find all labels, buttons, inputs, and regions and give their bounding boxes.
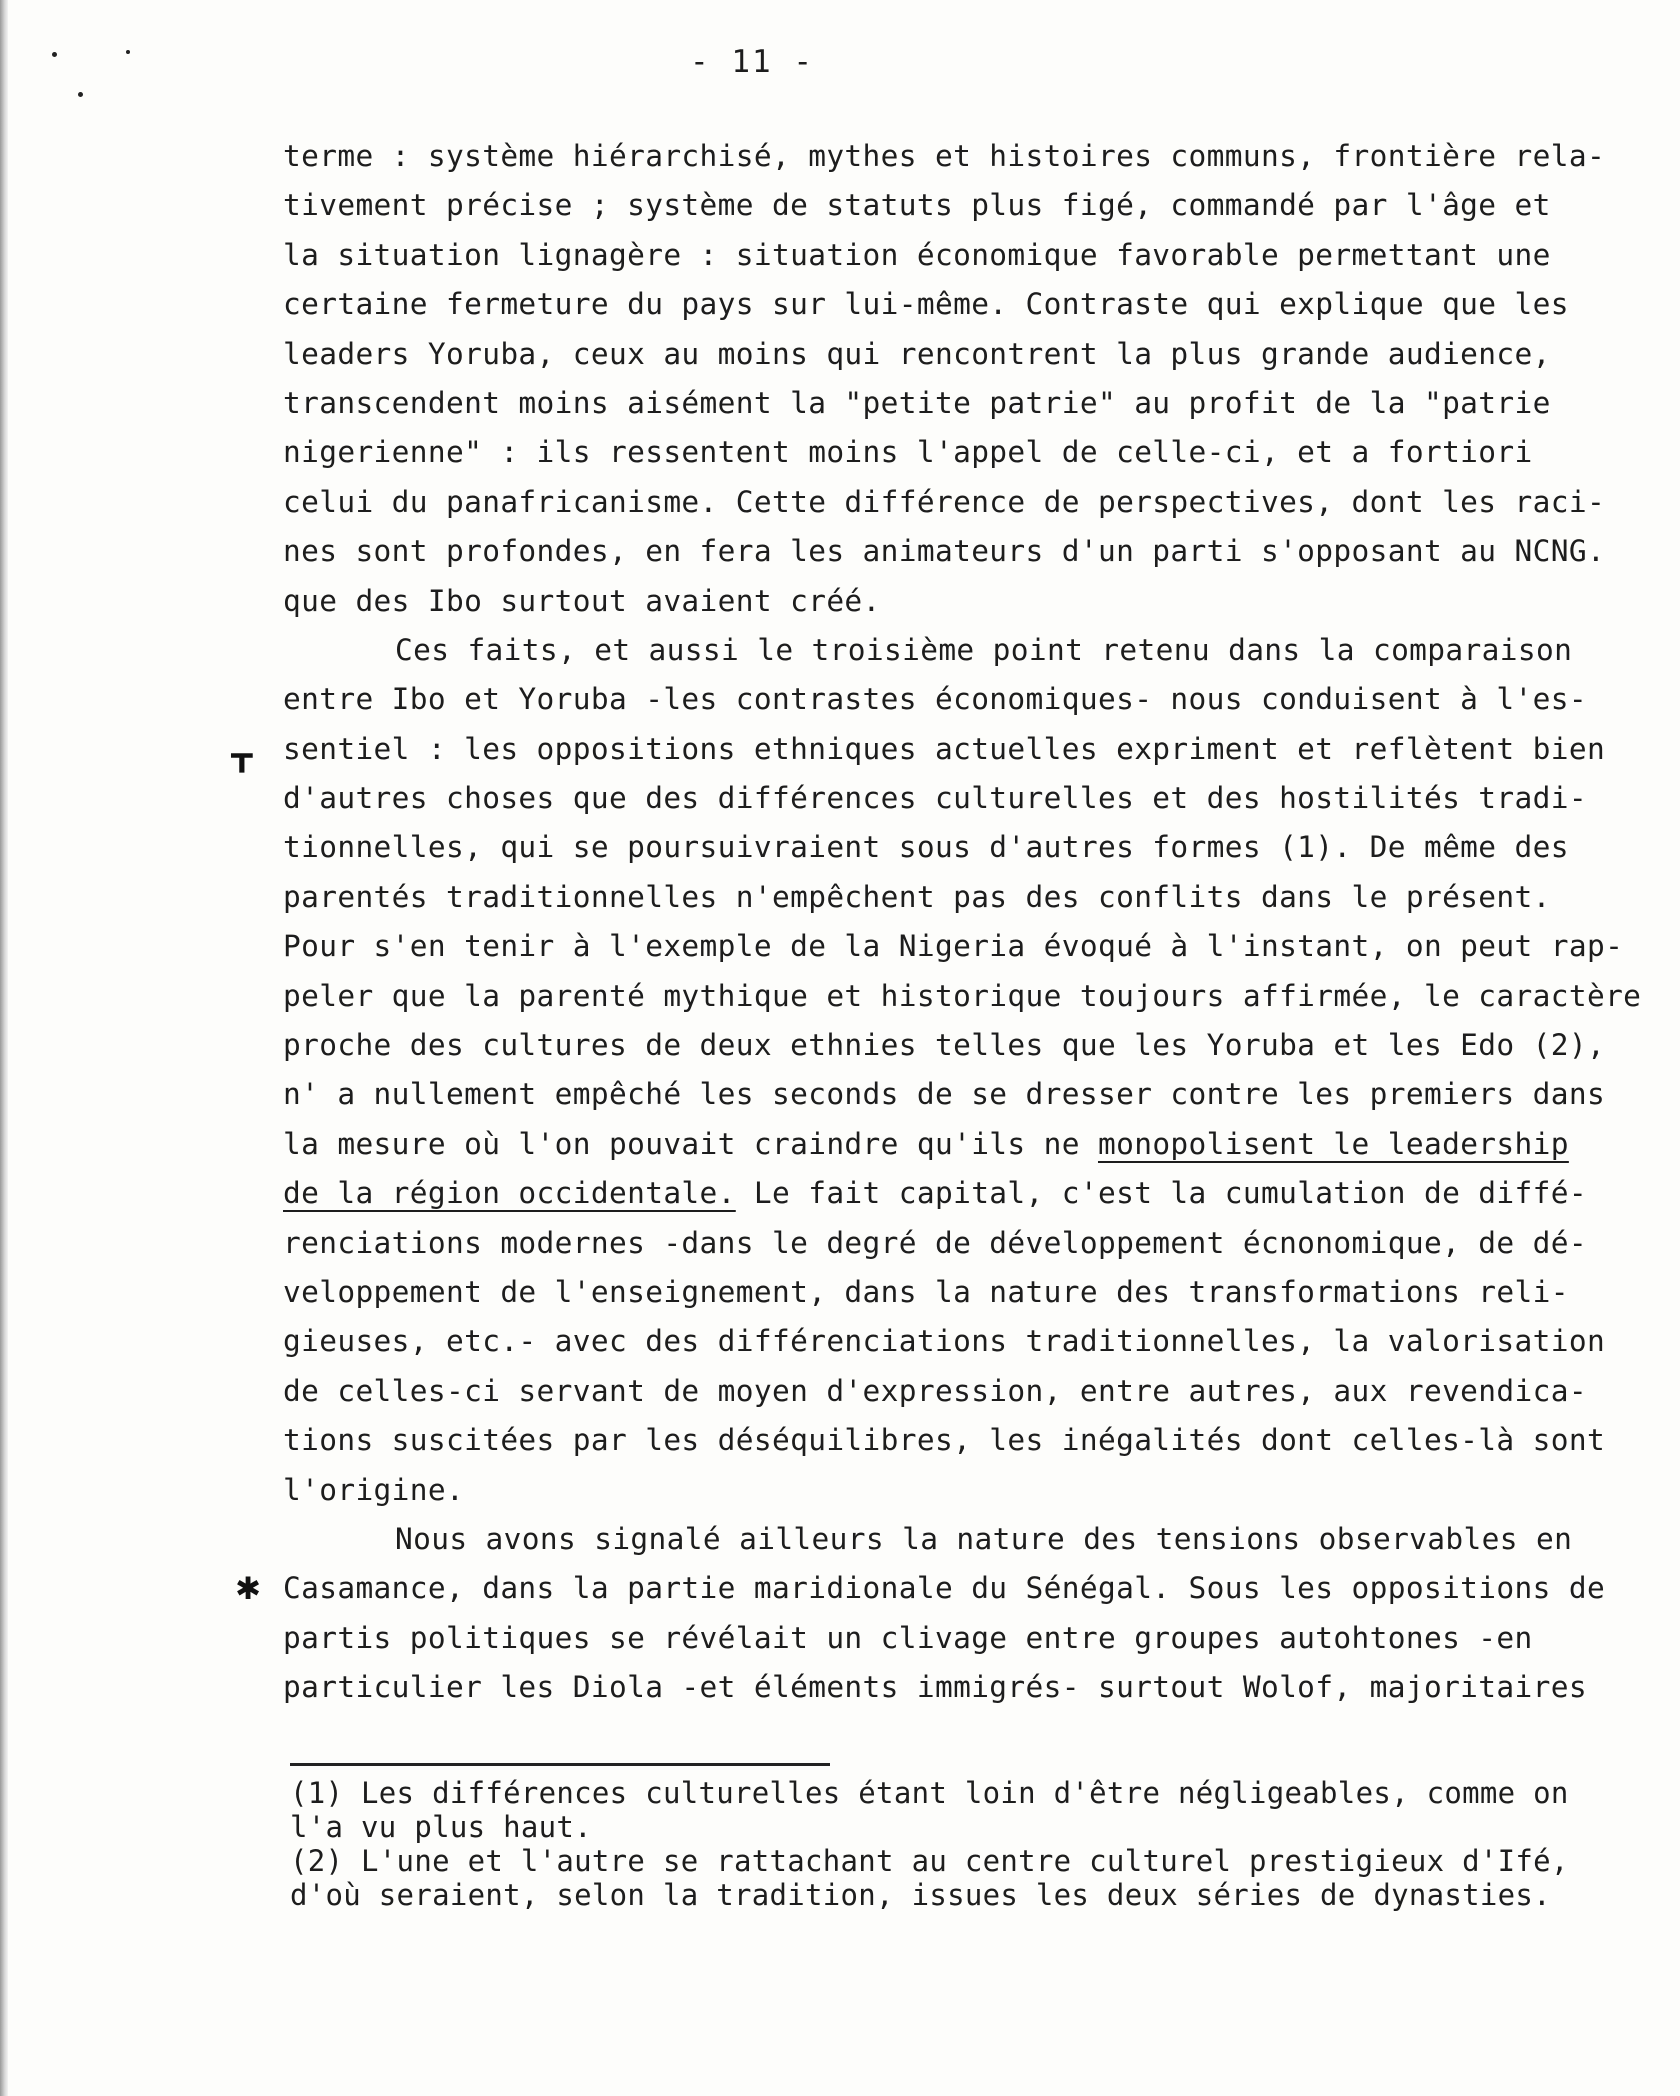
text-line: certaine fermeture du pays sur lui-même. Contraste qui explique que les (283, 287, 1569, 322)
paragraph (283, 132, 1653, 626)
underlined-phrase: monopolisent le leadership (1097, 1126, 1569, 1161)
text-line: partis politiques se révélait un clivage entre groupes autohtones -en (283, 1620, 1533, 1655)
text-line: entre Ibo et Yoruba -les contrastes économiques- nous conduisent à l'es- (283, 682, 1587, 717)
footnote-line: (2) L'une et l'autre se rattachant au centre culturel prestigieux d'Ifé, (290, 1844, 1569, 1878)
text-line: d'autres choses que des différences culturelles et des hostilités tradi- (283, 781, 1587, 816)
text-line (283, 1120, 1653, 1169)
footnote-divider (290, 1763, 830, 1766)
scan-speck (78, 92, 83, 97)
scan-speck (126, 50, 130, 54)
underlined-phrase: de la région occidentale. (283, 1176, 736, 1211)
text-line: terme : système hiérarchisé, mythes et histoires communs, frontière rela- (283, 139, 1606, 173)
text-line: tionnelles, qui se poursuivraient sous d'autres formes (1). De même des (283, 830, 1569, 865)
text-line: leaders Yoruba, ceux au moins qui rencontrent la plus grande audience, (283, 336, 1551, 371)
scan-speck (52, 52, 57, 57)
paragraph (283, 626, 1653, 1515)
footnotes (290, 1776, 1660, 1912)
text-line: Casamance, dans la partie maridionale du Sénégal. Sous les oppositions de (283, 1571, 1606, 1606)
text-line: transcendent moins aisément la "petite patrie" au profit de la "patrie (283, 385, 1551, 420)
text-line: gieuses, etc.- avec des différenciations traditionnelles, la valorisation (283, 1324, 1606, 1359)
asterisk-mark-icon: ✱ (236, 1563, 261, 1609)
margin-mark-icon: ᚁ (232, 731, 252, 777)
footnote-line: l'a vu plus haut. (290, 1810, 592, 1844)
text-line: parentés traditionnelles n'empêchent pas des conflits dans le présent. (283, 879, 1551, 914)
text-line: Pour s'en tenir à l'exemple de la Nigeria évoqué à l'instant, on peut rap- (283, 929, 1624, 964)
paragraph (283, 1515, 1653, 1713)
body-text (283, 132, 1653, 1713)
text-line: de celles-ci servant de moyen d'expression, entre autres, aux revendica- (283, 1373, 1587, 1408)
text-line: proche des cultures de deux ethnies telles que les Yoruba et les Edo (2), (283, 1028, 1606, 1063)
text-line: renciations modernes -dans le degré de développement écnonomique, de dé- (283, 1225, 1587, 1260)
text-line: Ces faits, et aussi le troisième point retenu dans la comparaison (395, 632, 1573, 667)
text-span: la mesure où l'on pouvait craindre qu'ils ne (283, 1126, 1098, 1161)
text-line: nes sont profondes, en fera les animateurs d'un parti s'opposant au NCNG. (283, 534, 1606, 569)
binding-edge (0, 0, 8, 2096)
text-line (283, 1169, 1653, 1218)
footnote-line: d'où seraient, selon la tradition, issues les deux séries de dynasties. (290, 1878, 1551, 1912)
text-line: la situation lignagère : situation économique favorable permettant une (283, 237, 1551, 272)
text-line: celui du panafricanisme. Cette différence de perspectives, dont les raci- (283, 484, 1606, 519)
text-line: tions suscitées par les déséquilibres, les inégalités dont celles-là sont (283, 1423, 1606, 1458)
text-line: nigerienne" : ils ressentent moins l'appel de celle-ci, et a fortiori (283, 435, 1533, 470)
text-line: sentiel : les oppositions ethniques actuelles expriment et reflètent bien (283, 731, 1606, 766)
text-line: l'origine. (283, 1472, 465, 1507)
text-line: veloppement de l'enseignement, dans la nature des transformations reli- (283, 1274, 1569, 1309)
text-line: n' a nullement empêché les seconds de se dresser contre les premiers dans (283, 1077, 1606, 1112)
text-line: peler que la parenté mythique et historique toujours affirmée, le caractère (283, 978, 1642, 1013)
footnote-line: (1) Les différences culturelles étant loin d'être négligeables, comme on (290, 1776, 1569, 1810)
text-line: particulier les Diola -et éléments immigrés- surtout Wolof, majoritaires (283, 1670, 1587, 1705)
page-number: - 11 - (690, 44, 814, 80)
text-span: Le fait capital, c'est la cumulation de diffé- (735, 1176, 1587, 1211)
text-line: que des Ibo surtout avaient créé. (283, 583, 881, 618)
text-line: Nous avons signalé ailleurs la nature des tensions observables en (395, 1521, 1573, 1556)
text-line: tivement précise ; système de statuts plus figé, commandé par l'âge et (283, 188, 1551, 223)
